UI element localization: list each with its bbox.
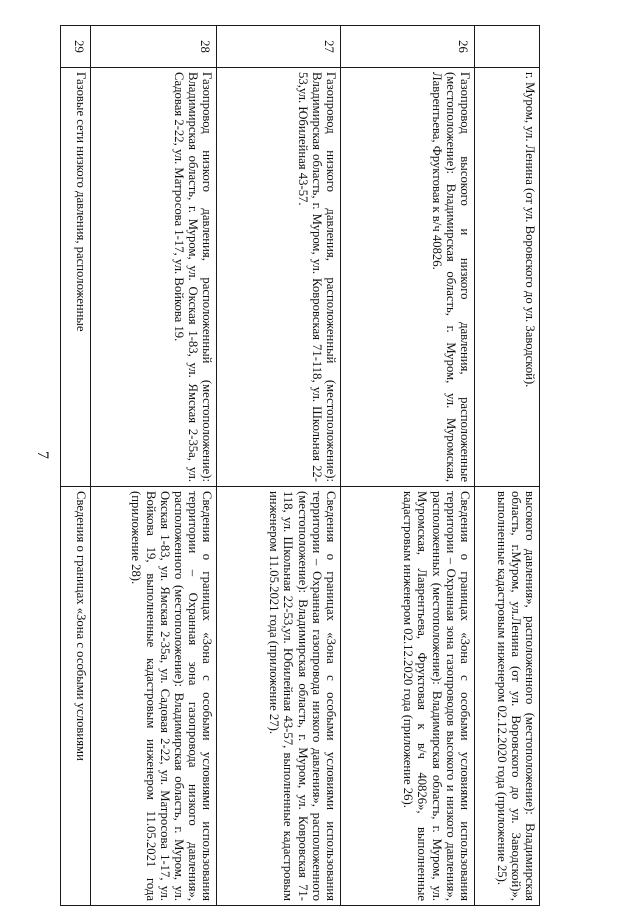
document-table <box>60 25 540 906</box>
rotated-table-area <box>60 25 540 905</box>
table-row <box>217 26 340 906</box>
object-description-cell: Газопровод высокого и низкого давления, расположенные (местоположение): Владимирская область, г. Муром, ул. Муромская, Лаврентьева, Фруктовая к в/ч 40826. <box>340 68 474 487</box>
row-number-cell: 27 <box>217 26 340 68</box>
zone-details-cell: Сведения о границах «Зона с особыми условиями использования территории – Охранная зона газопроводов высокого и низкого давления», расположенных (местоположение): Владимирская область, г. Муром, ул. Муромская, Лаврентьева, Фруктовая к в/ч 40826», выполненные кадастровым инженером 02.12.2020 года (приложение 26). <box>340 487 474 906</box>
row-number-cell: 26 <box>340 26 474 68</box>
object-description-cell: Газовые сети низкого давления, расположенные <box>61 68 91 487</box>
table-row <box>475 26 540 906</box>
zone-details-cell: Сведения о границах «Зона с особыми условиями использования территории – Охранная зона газопровода низкого давления», расположенного (местоположение): Владимирская область, г. Муром, ул. Окская 1-83, ул. Ямская 2-35а, ул. Садовая 2-22, ул. Матросова 1-17, ул. Войкова 19, выполненные кадастровым инженером 11.05.2021 года (приложение 28). <box>90 487 217 906</box>
object-description-cell: Газопровод низкого давления, расположенный (местоположение): Владимирская область, г. Муром, ул. Ковровская 71-118, ул. Школьная 22-53,ул. Юбилейная 43-57. <box>217 68 340 487</box>
table-row <box>61 26 91 906</box>
table-row <box>90 26 217 906</box>
row-number-cell <box>475 26 540 68</box>
row-number-cell: 28 <box>90 26 217 68</box>
page-number: 7 <box>34 451 51 459</box>
zone-details-cell: Сведения о границах «Зона с особыми условиями использования территории – Охранная газопровода низкого давления», расположенного (местоположение): Владимирская область, г. Муром, ул. Ковровская 71-118, ул. Школьная 22-53,ул. Юбилейная 43-57, выполненные кадастровым инженером 11.05.2021 года (приложение 27). <box>217 487 340 906</box>
zone-details-cell: высокого давления», расположенного (местоположение): Владимирская область, г.Муром, ул.Ленина (от ул. Воровского до ул. Заводской)», выполненные кадастровым инженером 02.12.2020 года (приложение 25). <box>475 487 540 906</box>
object-description-cell: Газопровод низкого давления, расположенный (местоположение): Владимирская область, г. Муром, ул. Окская 1-83, ул. Ямская 2-35а, ул. Садовая 2-22, ул. Матросова 1-17, ул. Войкова 19. <box>90 68 217 487</box>
row-number-cell: 29 <box>61 26 91 68</box>
object-description-cell: г. Муром, ул. Ленина (от ул. Воровского до ул. Заводской). <box>475 68 540 487</box>
zone-details-cell: Сведения о границах «Зона с особыми условиями <box>61 487 91 906</box>
table-row <box>340 26 474 906</box>
table-rotation-frame <box>60 25 540 905</box>
